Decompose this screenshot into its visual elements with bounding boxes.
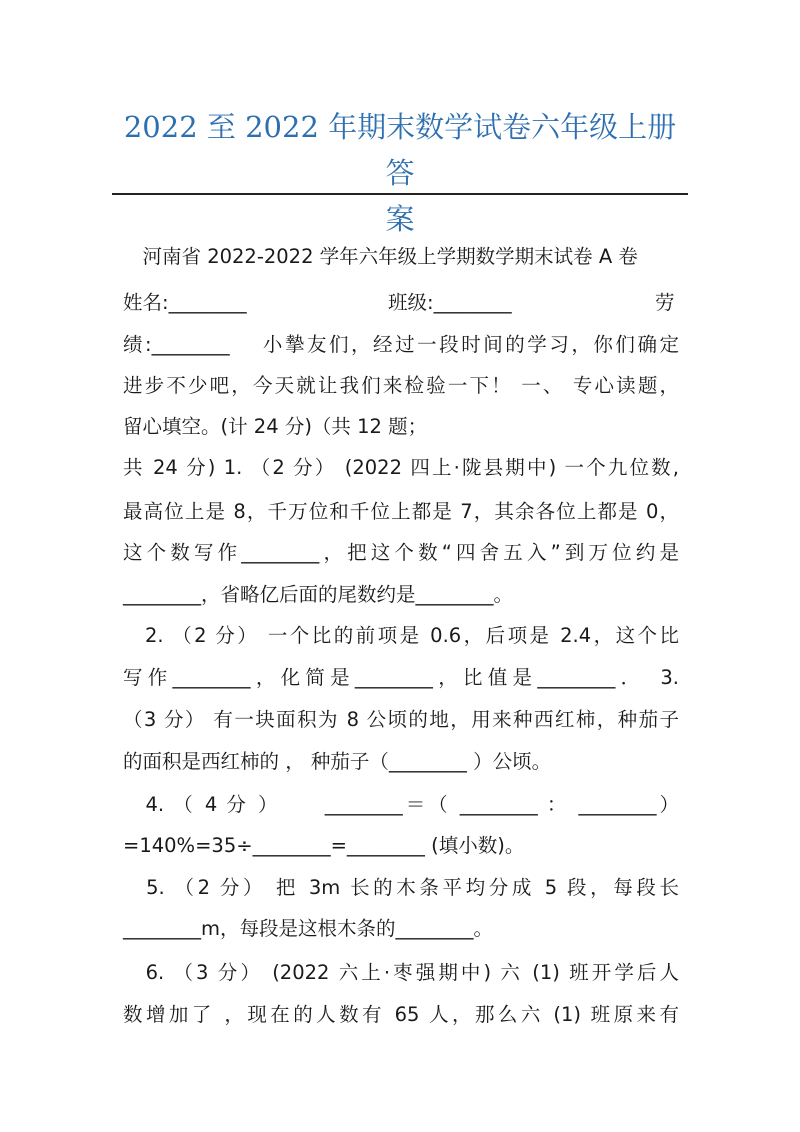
text-line: 写作________，化简是________，比值是________． 3. bbox=[123, 666, 679, 689]
text-line: 留心填空。(计 24 分)（共 12 题； bbox=[123, 415, 428, 438]
text-line: 最高位上是 8，千万位和千位上都是 7，其余各位上都是 0， bbox=[123, 500, 679, 523]
title-divider bbox=[112, 193, 688, 195]
text-line: 河南省 2022-2022 学年六年级上学期数学期末试卷 A 卷 bbox=[123, 245, 638, 268]
title-line-2: 案 bbox=[385, 202, 415, 236]
text-line: 6. （3 分） (2022 六上·枣强期中) 六 (1) 班开学后人 bbox=[123, 961, 679, 984]
text-line: 5. （2 分） 把 3m 长的木条平均分成 5 段，每段长 bbox=[123, 876, 679, 899]
document-title bbox=[112, 104, 688, 242]
text-line: 这个数写作________，把这个数“四舍五入”到万位约是 bbox=[123, 541, 679, 564]
text-line: 的面积是西红柿的 ， 种茄子（________ ）公顷。 bbox=[123, 750, 552, 773]
text-line: 绩:________ 小摯友们，经过一段时间的学习，你们确定 bbox=[123, 333, 679, 356]
text-line: 4. （ 4 分 ） ________＝（ ________ ： ________） bbox=[123, 793, 679, 816]
text-line: 进步不少吧，今天就让我们来检验一下！ 一、 专心读题， bbox=[123, 374, 679, 397]
text-line: （3 分） 有一块面积为 8 公顷的地，用来种西红柿，种茄子 bbox=[123, 708, 679, 731]
text-line: 共 24 分) 1. （2 分） (2022 四上·陇县期中) 一个九位数, bbox=[123, 456, 679, 479]
title-line-1: 2022 至 2022 年期末数学试卷六年级上册答 bbox=[123, 110, 677, 190]
class-field: 班级:________ bbox=[388, 291, 512, 314]
name-field: 姓名:________ bbox=[123, 291, 247, 314]
text-line: ________，省略亿后面的尾数约是________。 bbox=[123, 583, 514, 606]
grade-label-start: 劳 bbox=[655, 291, 675, 314]
text-line: ________m，每段是这根木条的________。 bbox=[123, 917, 493, 940]
text-line: 2. （2 分） 一个比的前项是 0.6，后项是 2.4，这个比 bbox=[123, 624, 679, 647]
text-line: =140%=35÷________=________ (填小数)。 bbox=[123, 834, 525, 857]
text-line: 数增加了 ，现在的人数有 65 人，那么六 (1) 班原来有 bbox=[123, 1003, 679, 1026]
